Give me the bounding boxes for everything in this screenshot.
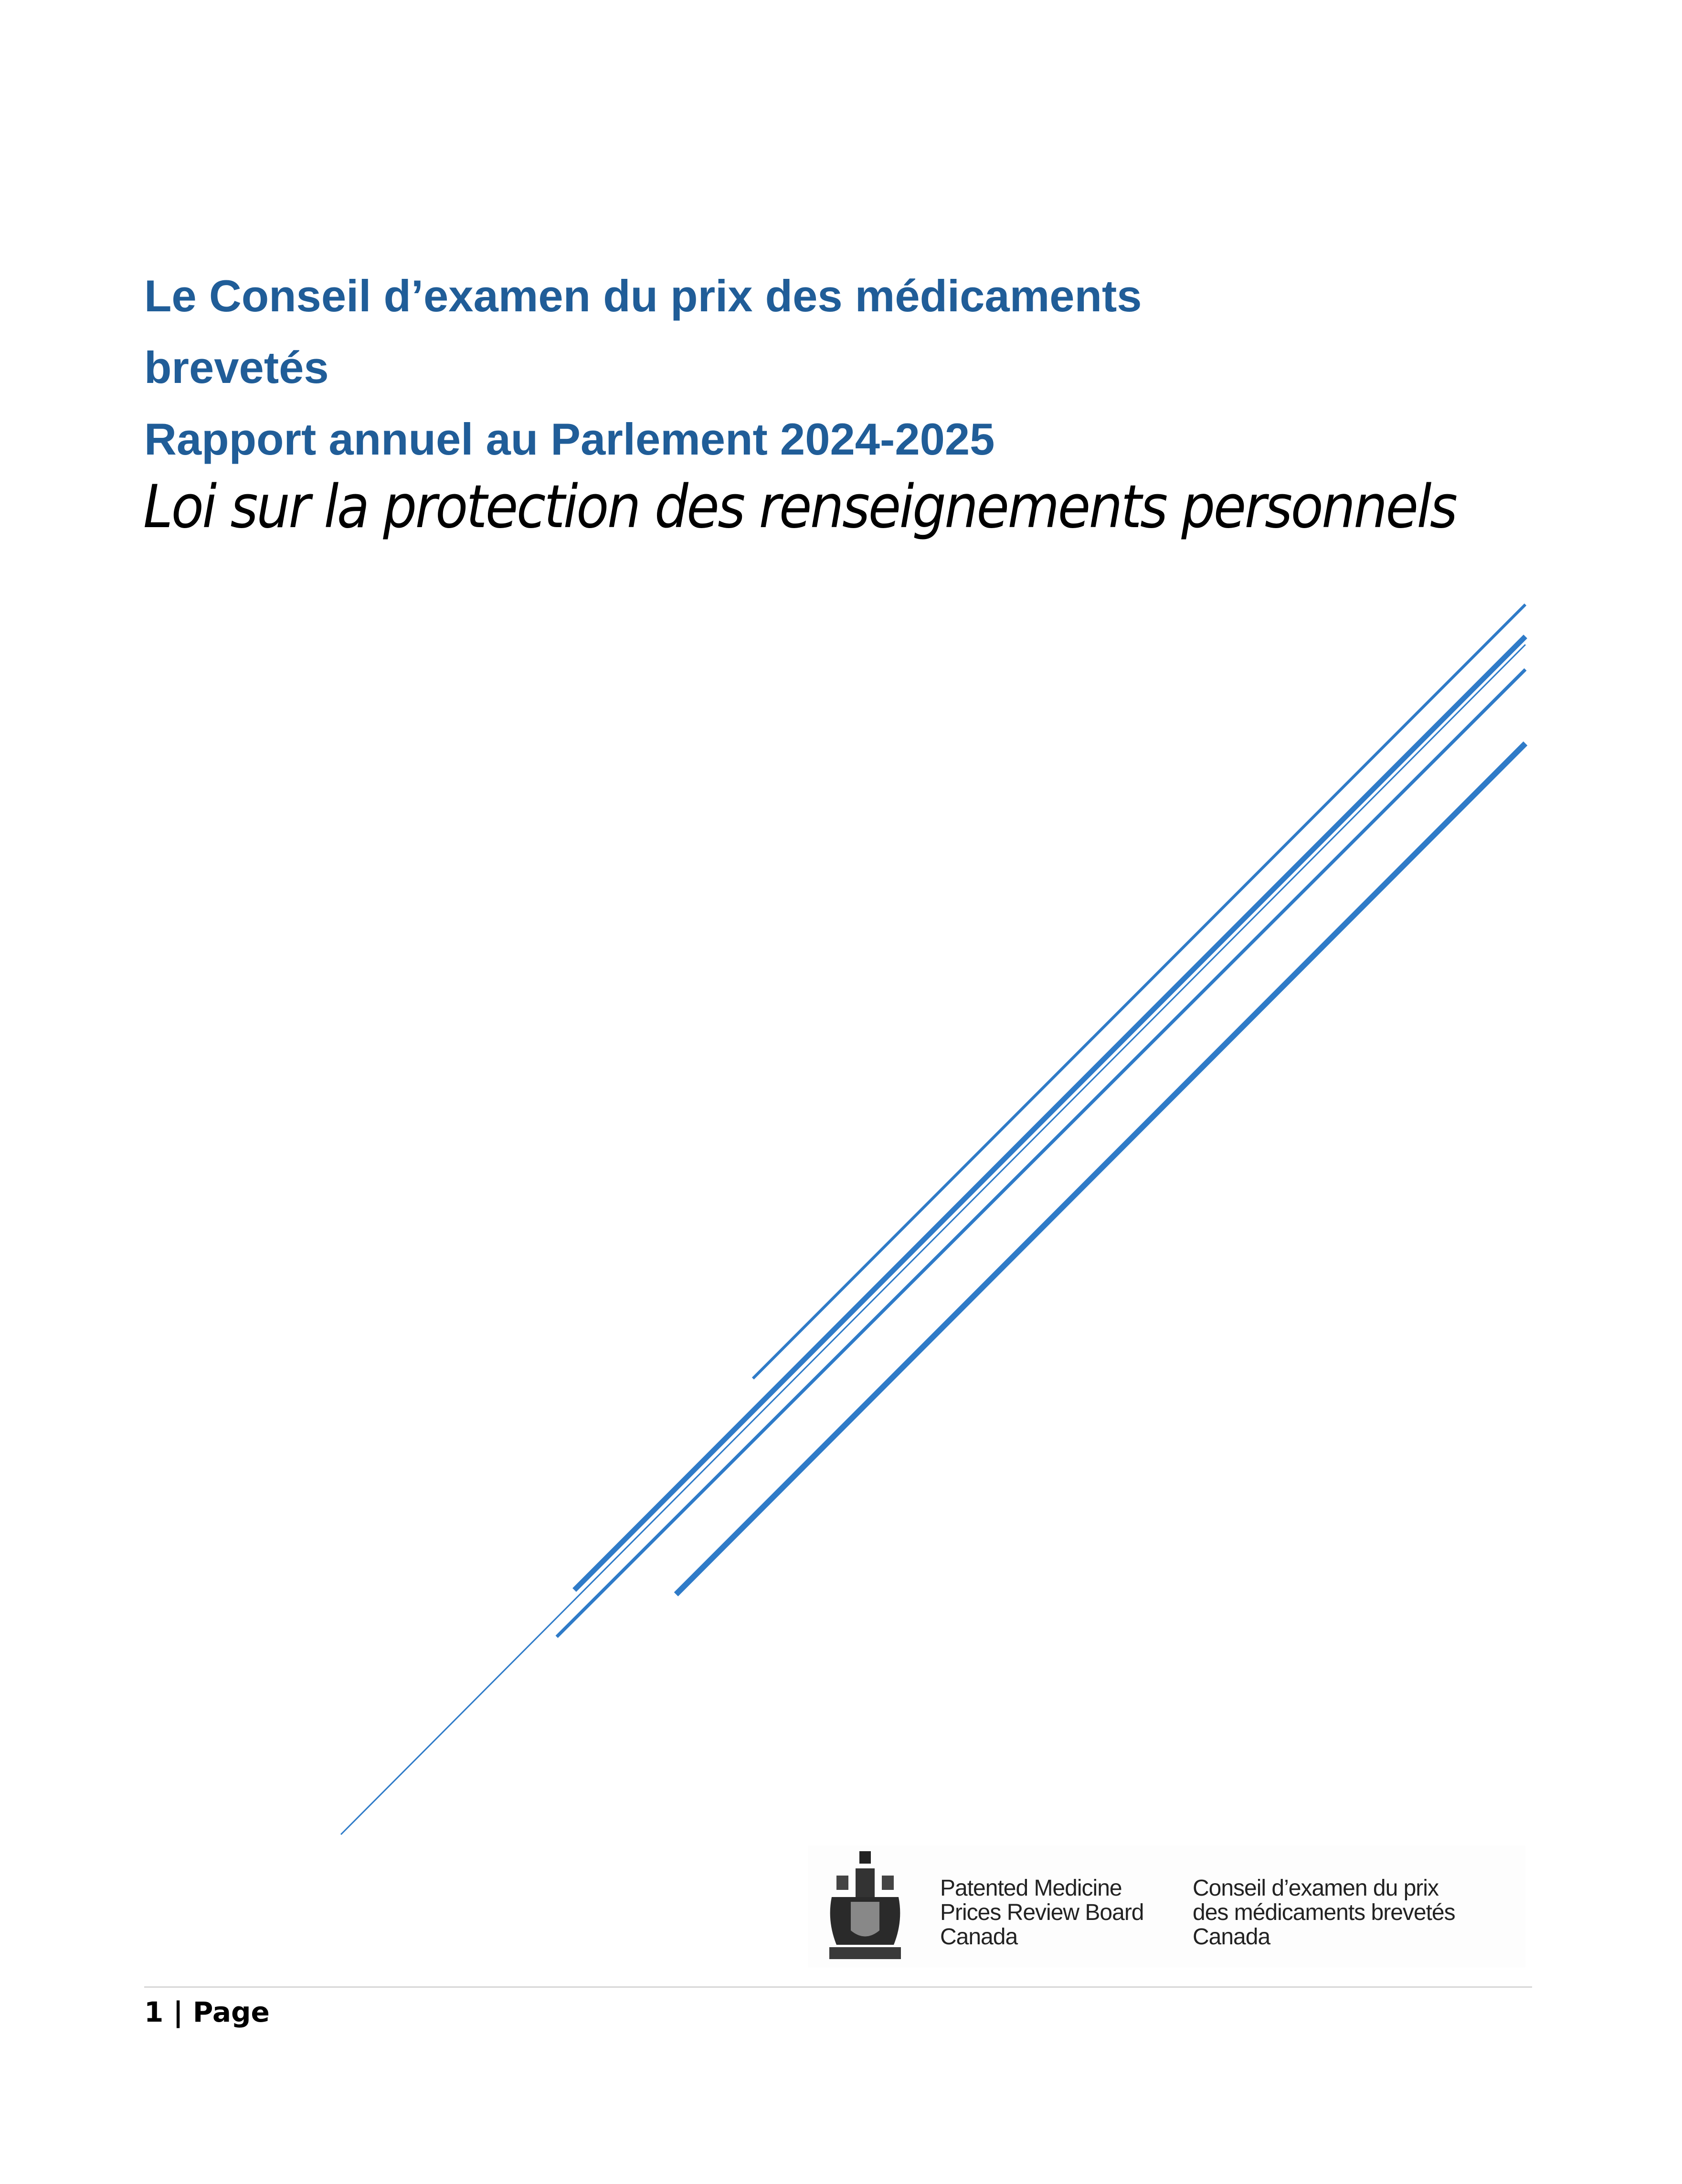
- diagonal-line: [341, 645, 1525, 1834]
- diagonal-line: [753, 604, 1525, 1378]
- logo-line: Canada: [940, 1924, 1018, 1950]
- logo-text-english: [940, 1876, 1144, 1949]
- page-number: 1 | Page: [144, 1996, 270, 2028]
- diagonal-line: [574, 636, 1525, 1590]
- diagonal-line: [557, 669, 1525, 1637]
- logo-line: Patented Medicine: [940, 1876, 1122, 1901]
- logo-line: des médicaments brevetés: [1193, 1900, 1455, 1925]
- logo-text-french: [1193, 1876, 1455, 1949]
- logo-line: Prices Review Board: [940, 1900, 1144, 1925]
- title-line-1: Le Conseil d’examen du prix des médicaments: [144, 271, 1142, 321]
- diagonal-line: [676, 743, 1525, 1594]
- footer-divider: [144, 1986, 1532, 1988]
- title-line-2: brevetés: [144, 342, 329, 392]
- pmprb-logo: [808, 1845, 1525, 1968]
- subtitle: Loi sur la protection des renseignements personnels: [143, 473, 1456, 541]
- title-line-3: Rapport annuel au Parlement 2024-2025: [144, 414, 995, 464]
- logo-line: Canada: [1193, 1924, 1270, 1950]
- logo-line: Conseil d’examen du prix: [1193, 1876, 1439, 1901]
- coat-of-arms-icon: [822, 1849, 908, 1964]
